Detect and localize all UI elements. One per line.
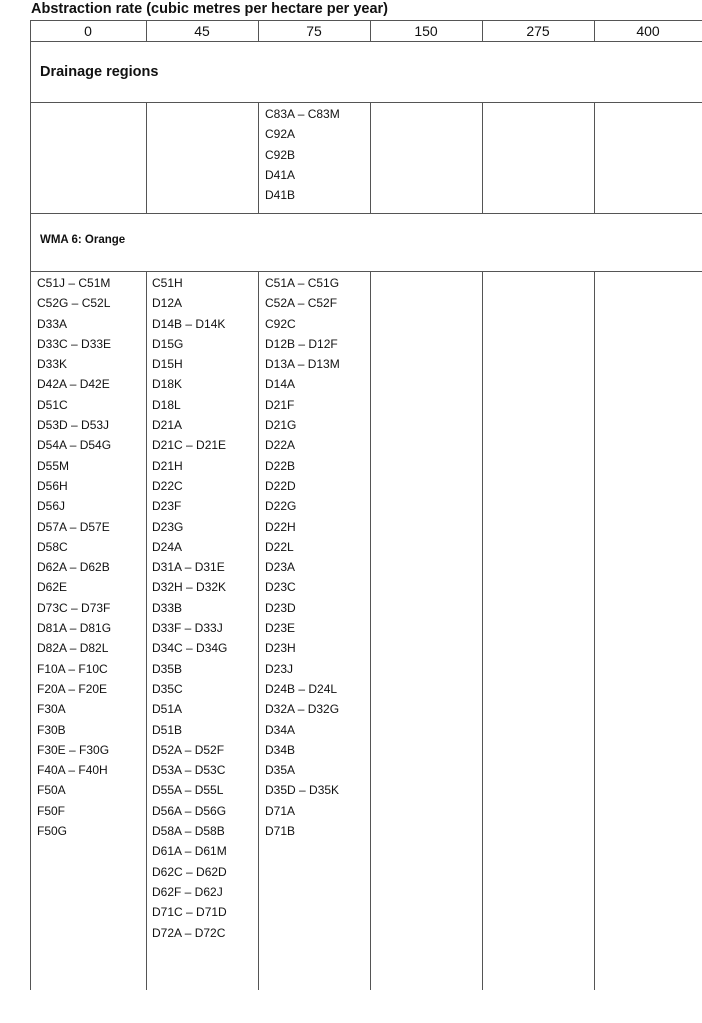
list-item: D32A – D32G	[265, 702, 340, 717]
header-cell-45: 45	[194, 23, 210, 39]
header-cell-150: 150	[414, 23, 438, 39]
list-item: D32H – D32K	[152, 580, 227, 595]
list-item: D23G	[152, 519, 184, 534]
list-item: D62E	[37, 580, 68, 595]
list-item: D22G	[265, 499, 297, 514]
list-item: D71A	[265, 803, 296, 818]
list-item: D23H	[265, 641, 296, 656]
list-item: D22B	[265, 458, 296, 473]
col-divider-5-s2	[594, 271, 595, 990]
list-item: D55A – D55L	[152, 783, 224, 798]
list-item: D21G	[265, 418, 297, 433]
col-divider-4-s2	[482, 271, 483, 990]
list-item: D35C	[152, 681, 183, 696]
list-item: D35D – D35K	[265, 783, 340, 798]
list-item: C92A	[265, 127, 296, 142]
section2-label-bottom-border	[30, 271, 702, 272]
header-cell-400: 400	[636, 23, 660, 39]
list-item: C83A – C83M	[265, 107, 340, 121]
section1-body-bottom-border	[30, 213, 702, 214]
list-item: D18L	[152, 397, 181, 412]
list-item: D23F	[152, 499, 182, 514]
list-item: F50A	[37, 783, 66, 798]
list-item: F50F	[37, 803, 66, 818]
list-item: D58C	[37, 539, 68, 554]
list-item: D35A	[265, 763, 296, 778]
section2-col-45	[152, 273, 227, 943]
list-item: D22L	[265, 539, 294, 554]
list-item: D24B – D24L	[265, 681, 338, 696]
list-item: C92C	[265, 316, 296, 331]
list-item: D22H	[265, 519, 296, 534]
list-item: D23A	[265, 560, 296, 575]
list-item: D72A – D72C	[152, 925, 226, 940]
list-item: D15G	[152, 336, 184, 351]
list-item: D51B	[152, 722, 183, 737]
list-item: D21C – D21E	[152, 438, 227, 453]
table-left-border	[30, 20, 31, 990]
section-label-drainage-regions: Drainage regions	[40, 64, 159, 80]
header-cell-75: 75	[306, 23, 322, 39]
list-item: D33K	[37, 357, 68, 372]
list-item: D34C – D34G	[152, 641, 228, 656]
list-item: D82A – D82L	[37, 641, 109, 656]
list-item: D31A – D31E	[152, 560, 225, 575]
list-item: D51C	[37, 397, 68, 412]
list-item: D41A	[265, 167, 296, 182]
list-item: D22D	[265, 478, 296, 493]
list-item: D61A – D61M	[152, 844, 227, 859]
list-item: C51J – C51M	[37, 276, 111, 290]
list-item: C92B	[265, 147, 296, 162]
list-item: D21A	[152, 418, 183, 433]
list-item: D34A	[265, 722, 296, 737]
list-item: C52A – C52F	[265, 296, 338, 311]
list-item: D33F – D33J	[152, 621, 223, 636]
list-item: D81A – D81G	[37, 621, 112, 636]
header-cell-275: 275	[526, 23, 550, 39]
list-item: F50G	[37, 824, 68, 839]
list-item: D12A	[152, 296, 183, 311]
list-item: D73C – D73F	[37, 600, 111, 615]
list-item: C52G – C52L	[37, 296, 111, 311]
page-title: Abstraction rate (cubic metres per hectare per year)	[31, 1, 388, 17]
list-item: D57A – D57E	[37, 519, 110, 534]
section1-col-75	[265, 104, 340, 205]
section2-col-0	[37, 273, 111, 841]
list-item: D42A – D42E	[37, 377, 110, 392]
list-item: D51A	[152, 702, 183, 717]
list-item: D62A – D62B	[37, 560, 110, 575]
list-item: F30A	[37, 702, 66, 717]
list-item: D53A – D53C	[152, 763, 226, 778]
list-item: F20A – F20E	[37, 681, 108, 696]
list-item: D71C – D71D	[152, 905, 227, 920]
list-item: D62C – D62D	[152, 864, 227, 879]
list-item: D56H	[37, 478, 68, 493]
list-item: D22C	[152, 478, 183, 493]
section-label-wma6-orange: WMA 6: Orange	[40, 234, 126, 246]
list-item: D21H	[152, 458, 183, 473]
section1-label-bottom-border	[30, 102, 702, 103]
list-item: D56J	[37, 499, 66, 514]
col-divider-1-s1	[146, 102, 147, 213]
list-item: D33C – D33E	[37, 336, 112, 351]
list-item: D15H	[152, 357, 183, 372]
list-item: D14B – D14K	[152, 316, 226, 331]
list-item: D56A – D56G	[152, 803, 227, 818]
col-divider-5-s1	[594, 102, 595, 213]
list-item: D24A	[152, 539, 183, 554]
list-item: D33B	[152, 600, 183, 615]
list-item: D55M	[37, 458, 70, 473]
col-divider-4-s1	[482, 102, 483, 213]
list-item: F30B	[37, 722, 66, 737]
col-divider-1-s2	[146, 271, 147, 990]
list-item: D54A – D54G	[37, 438, 112, 453]
list-item: D62F – D62J	[152, 884, 223, 899]
list-item: D41B	[265, 188, 296, 203]
list-item: F10A – F10C	[37, 661, 108, 676]
list-item: D53D – D53J	[37, 418, 110, 433]
header-cell-0: 0	[84, 23, 92, 39]
list-item: D22A	[265, 438, 296, 453]
list-item: D12B – D12F	[265, 336, 338, 351]
col-divider-2-s2	[258, 271, 259, 990]
list-item: F30E – F30G	[37, 742, 110, 757]
list-item: D23E	[265, 621, 296, 636]
list-item: D52A – D52F	[152, 742, 225, 757]
list-item: D34B	[265, 742, 296, 757]
list-item: C51A – C51G	[265, 276, 340, 290]
col-divider-2-s1	[258, 102, 259, 213]
header-bottom-border	[30, 41, 702, 42]
col-divider-3-s1	[370, 102, 371, 213]
list-item: D18K	[152, 377, 183, 392]
list-item: D14A	[265, 377, 296, 392]
list-item: D23D	[265, 600, 296, 615]
section2-col-75	[265, 273, 340, 841]
list-item: C51H	[152, 276, 183, 290]
col-divider-3-s2	[370, 271, 371, 990]
list-item: D58A – D58B	[152, 824, 225, 839]
list-item: D23C	[265, 580, 296, 595]
list-item: D71B	[265, 824, 296, 839]
list-item: D33A	[37, 316, 68, 331]
list-item: D35B	[152, 661, 183, 676]
list-item: D21F	[265, 397, 295, 412]
list-item: D13A – D13M	[265, 357, 340, 372]
list-item: D23J	[265, 661, 294, 676]
list-item: F40A – F40H	[37, 763, 108, 778]
